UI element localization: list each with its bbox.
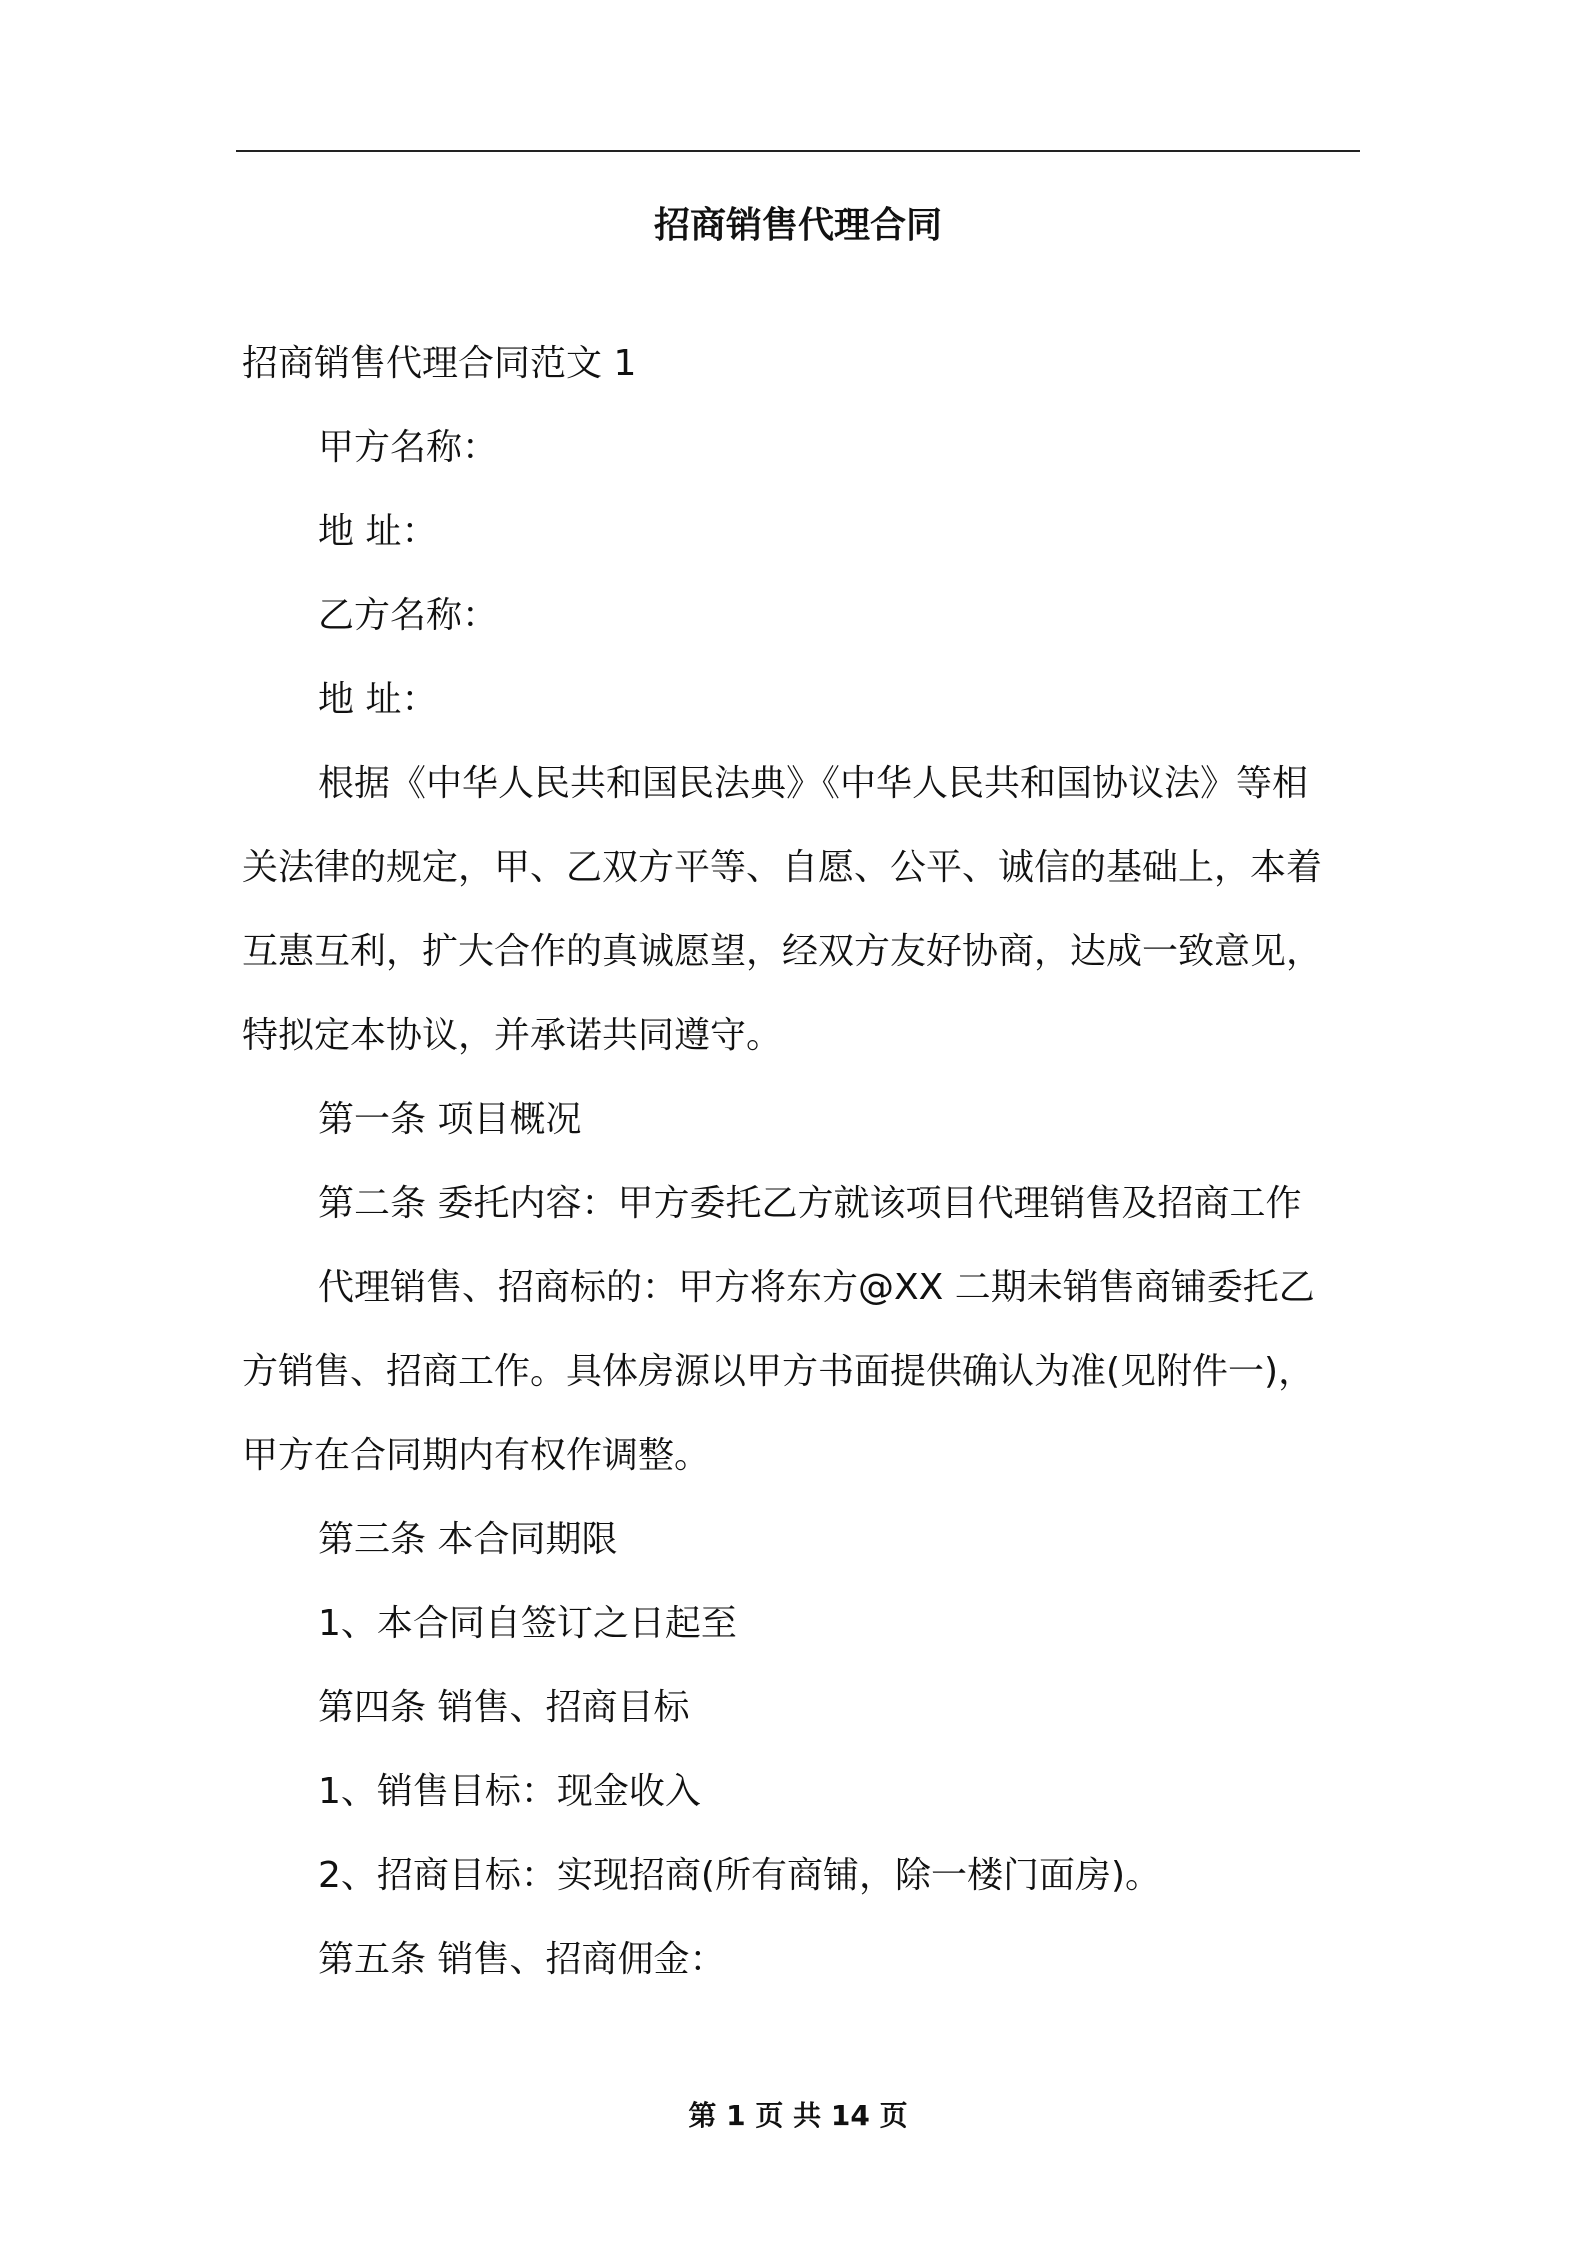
- article-4-item-1: 1、销售目标：现金收入: [318, 1771, 701, 1812]
- party-a-address-line: 地 址：: [318, 511, 438, 552]
- article-3-item-1: 1、本合同自签订之日起至: [318, 1603, 737, 1644]
- party-b-name-line: 乙方名称：: [318, 595, 499, 636]
- article-1-heading: 第一条 项目概况: [318, 1099, 582, 1140]
- article-2-paragraph-line: 代理销售、招商标的：甲方将东方@XX 二期未销售商铺委托乙: [318, 1267, 1315, 1308]
- header-divider: [236, 150, 1360, 152]
- preamble-line: 互惠互利，扩大合作的真诚愿望，经双方友好协商，达成一致意见，: [242, 931, 1323, 972]
- article-2-heading: 第二条 委托内容：甲方委托乙方就该项目代理销售及招商工作: [318, 1183, 1302, 1224]
- document-subtitle: 招商销售代理合同范文 1: [242, 343, 637, 384]
- party-b-address-line: 地 址：: [318, 679, 438, 720]
- preamble-line: 特拟定本协议，并承诺共同遵守。: [242, 1015, 783, 1056]
- article-3-heading: 第三条 本合同期限: [318, 1519, 618, 1560]
- page-number-footer: 第 1 页 共 14 页: [688, 2099, 908, 2132]
- preamble-line: 根据《中华人民共和国民法典》《中华人民共和国协议法》等相: [318, 763, 1309, 804]
- article-4-heading: 第四条 销售、招商目标: [318, 1687, 690, 1728]
- document-title: 招商销售代理合同: [653, 205, 942, 246]
- article-2-paragraph-line: 甲方在合同期内有权作调整。: [242, 1435, 711, 1476]
- article-5-heading: 第五条 销售、招商佣金：: [318, 1939, 726, 1980]
- document-body: [242, 322, 1360, 2002]
- article-4-item-2: 2、招商目标：实现招商(所有商铺，除一楼门面房)。: [318, 1855, 1161, 1896]
- party-a-name-line: 甲方名称：: [318, 427, 499, 468]
- preamble-line: 关法律的规定，甲、乙双方平等、自愿、公平、诚信的基础上，本着: [242, 847, 1323, 888]
- article-2-paragraph-line: 方销售、招商工作。具体房源以甲方书面提供确认为准(见附件一)，: [242, 1351, 1315, 1392]
